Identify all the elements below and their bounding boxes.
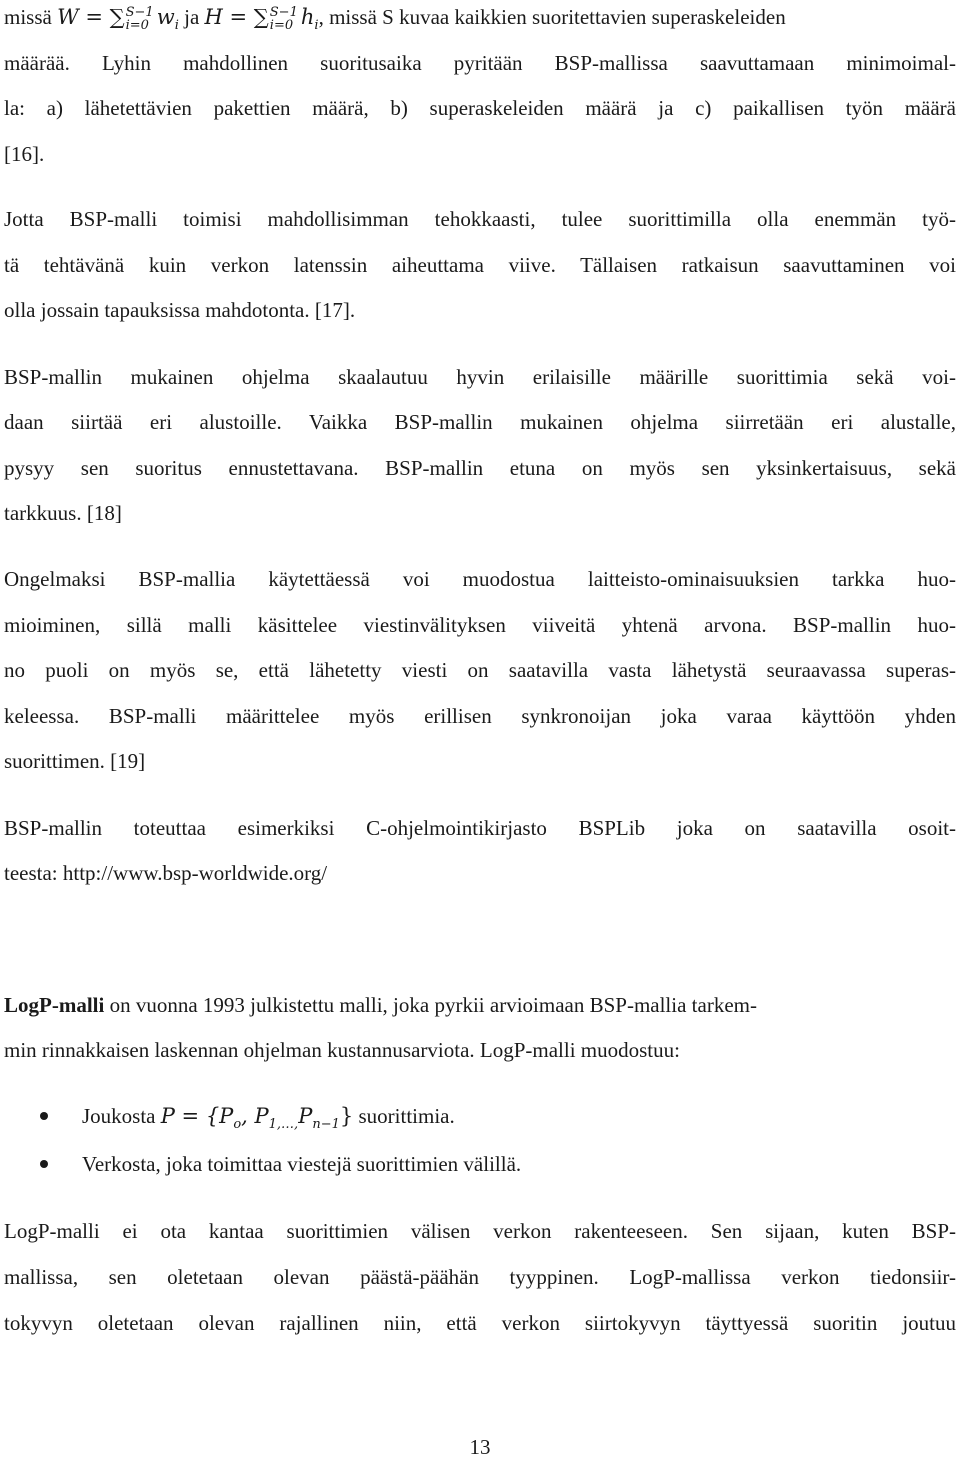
para3-line1: BSP-mallin mukainen ohjelma skaalautuu hyvin erilaisille määrille suorittimia sekä voi- <box>4 365 956 389</box>
bullet-dot-1 <box>40 1112 48 1120</box>
para4-line5: suorittimen. [19] <box>4 749 146 773</box>
para3-line3: pysyy sen suoritus ennustettavana. BSP-mallin etuna on myös sen yksinkertaisuus, sekä <box>4 456 956 480</box>
para4-line3: no puoli on myös se, että lähetetty viesti on saatavilla vasta lähetystä seuraavassa superas- <box>4 658 956 682</box>
logp-term: LogP-malli <box>4 993 105 1017</box>
para3-line2: daan siirtää eri alustoille. Vaikka BSP-mallin mukainen ohjelma siirretään eri alustalle, <box>4 410 956 434</box>
para2-line1: Jotta BSP-malli toimisi mahdollisimman tehokkaasti, tulee suorittimilla olla enemmän työ- <box>4 207 956 231</box>
para3-line4: tarkkuus. [18] <box>4 501 122 525</box>
para6-line1: LogP-malli on vuonna 1993 julkistettu malli, joka pyrkii arvioimaan BSP-mallia tarkem- <box>4 993 757 1017</box>
page-number: 13 <box>469 1435 491 1459</box>
para5-line1: BSP-mallin toteuttaa esimerkiksi C-ohjelmointikirjasto BSPLib joka on saatavilla osoit- <box>4 816 956 840</box>
para7-line2: mallissa, sen oletetaan olevan päästä-päähän tyyppinen. LogP-mallissa verkon tiedonsiir- <box>4 1265 956 1289</box>
formula-w: W = ∑ S−1 i=0 $w_i$ <box>57 4 179 34</box>
para1-line3: la: a) lähetettävien pakettien määrä, b) superaskeleiden määrä ja c) paikallisen työn määrä <box>4 96 956 120</box>
para4-line1: Ongelmaksi BSP-mallia käytettäessä voi muodostua laitteisto-ominaisuuksien tarkka huo- <box>4 567 956 591</box>
para5-line2: teesta: http://www.bsp-worldwide.org/ <box>4 861 328 885</box>
formula-h: H = ∑ S−1 i=0 $h_i$ <box>204 4 319 34</box>
bullet-item-2: Verkosta, joka toimittaa viestejä suorittimien välillä. <box>82 1152 522 1176</box>
bullet-dot-2 <box>40 1160 48 1168</box>
bullet-item-1: Joukosta $P = \{P_o$, $P_{1,\dots,}P_{n-1}$} suorittimia. <box>82 1104 455 1133</box>
para1-line4: [16]. <box>4 142 45 166</box>
para7-line1: LogP-malli ei ota kantaa suorittimien välisen verkon rakenteeseen. Sen sijaan, kuten BSP- <box>4 1219 956 1243</box>
formula-p: $P = \{P_o$, $P_{1,\dots,}P_{n-1}$} <box>160 1104 354 1133</box>
para4-line2: mioiminen, sillä malli käsittelee viestinvälityksen viiveitä yhtenä arvona. BSP-mallin huo- <box>4 613 956 637</box>
para1-line1: missä W = ∑ S−1 i=0 $w_i$ ja H = ∑ S−1 i=0 $h_i$, missä S kuvaa kaikkien suoritettavien superaskeleiden <box>4 4 786 34</box>
para6-line2: min rinnakkaisen laskennan ohjelman kustannusarviota. LogP-malli muodostuu: <box>4 1038 680 1062</box>
para2-line2: tä tehtävänä kuin verkon latenssin aiheuttama viive. Tällaisen ratkaisun saavuttaminen voi <box>4 253 956 277</box>
para1-line2: määrää. Lyhin mahdollinen suoritusaika pyritään BSP-mallissa saavuttamaan minimoimal- <box>4 51 956 75</box>
para7-line3: tokyvyn oletetaan olevan rajallinen niin, että verkon siirtokyvyn täyttyessä suoritin joutuu <box>4 1311 956 1335</box>
para4-line4: keleessa. BSP-malli määrittelee myös erillisen synkronoijan joka varaa käyttöön yhden <box>4 704 956 728</box>
para2-line3: olla jossain tapauksissa mahdotonta. [17]. <box>4 298 356 322</box>
